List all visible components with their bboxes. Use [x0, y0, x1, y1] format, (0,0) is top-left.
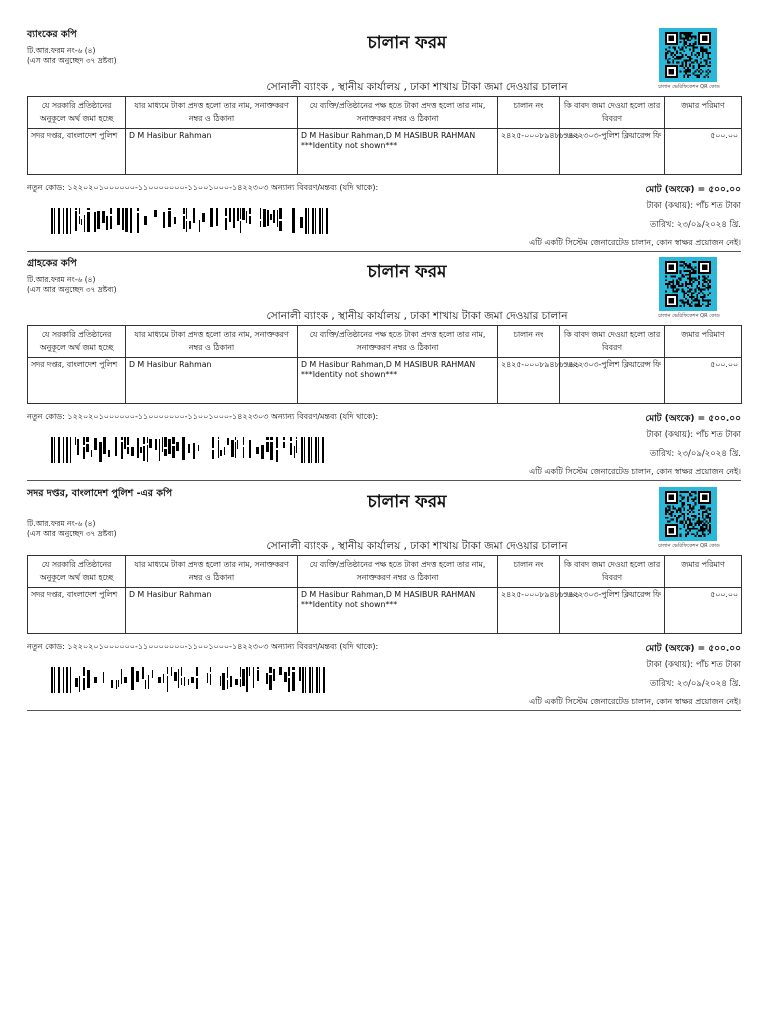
verification-qr-code — [659, 257, 717, 311]
on-behalf-identity: ***Identity not shown*** — [301, 370, 398, 379]
copy-label: গ্রাহকের কপি — [27, 258, 77, 269]
new-code-line: নতুন কোড: ১২২০২০১০০০০০০-১১০০০০০০০-১১০০১০০০-১৪২২৩০৩ অন্যান্য বিবরণ/মন্তব্য (যদি থাকে): — [27, 412, 379, 421]
amount-in-words: টাকা (কথায়): পাঁচ শত টাকা — [646, 430, 741, 440]
challan-table — [27, 96, 742, 175]
total-amount: মোট (অংকে) = ৫০০.০০ — [645, 185, 741, 195]
system-generated-note: এটি একটি সিস্টেম জেনারেটেড চালান, কোন স্বাক্ষর প্রয়োজন নেই। — [529, 238, 741, 247]
qr-caption: চালান ভেরিফিকেশন QR কোড — [658, 84, 720, 90]
cell-payer: D M Hasibur Rahman — [126, 588, 298, 634]
form-reference — [27, 519, 117, 539]
header-payer: যার মাধ্যমে টাকা প্রদত্ত হলো তার নাম, সনাক্তকরণ নম্বর ও ঠিকানা — [126, 326, 298, 358]
total-amount: মোট (অংকে) = ৫০০.০০ — [645, 644, 741, 654]
copy-label: ব্যাংকের কপি — [27, 29, 77, 40]
section-divider — [27, 710, 741, 711]
header-on-behalf: যে ব্যক্তি/প্রতিষ্ঠানের পক্ষ হতে টাকা প্রদত্ত হলো তার নাম, সনাক্তকরণ নম্বর ও ঠিকানা — [298, 326, 498, 358]
cell-on-behalf — [298, 588, 498, 634]
header-purpose: কি বাবদ জমা দেওয়া হলো তার বিবরণ — [560, 326, 665, 358]
table-row — [28, 358, 742, 404]
on-behalf-name: D M Hasibur Rahman,D M HASIBUR RAHMAN — [301, 131, 476, 140]
challan-date: তারিখ: ২৩/০৯/২০২৪ খ্রি. — [649, 449, 741, 459]
challan-subtitle: সোনালী ব্যাংক , স্থানীয় কার্যালয় , ঢাকা শাখায় টাকা জমা দেওয়ার চালান — [266, 540, 568, 552]
form-title: চালান ফরম — [367, 33, 447, 53]
barcode — [51, 667, 335, 693]
cell-payer: D M Hasibur Rahman — [126, 129, 298, 175]
amount-in-words: টাকা (কথায়): পাঁচ শত টাকা — [646, 660, 741, 670]
system-generated-note: এটি একটি সিস্টেম জেনারেটেড চালান, কোন স্বাক্ষর প্রয়োজন নেই। — [529, 467, 741, 476]
header-amount: জমার পরিমাণ — [665, 326, 742, 358]
header-amount: জমার পরিমাণ — [665, 556, 742, 588]
table-header-row — [28, 97, 742, 129]
header-institution: যে সরকারি প্রতিষ্ঠানের অনুকূলে অর্থ জমা হচ্ছে — [28, 556, 126, 588]
cell-institution: সদর দপ্তর, বাংলাদেশ পুলিশ — [28, 358, 126, 404]
section-divider — [27, 251, 741, 252]
cell-on-behalf — [298, 358, 498, 404]
cell-institution: সদর দপ্তর, বাংলাদেশ পুলিশ — [28, 588, 126, 634]
cell-institution: সদর দপ্তর, বাংলাদেশ পুলিশ — [28, 129, 126, 175]
header-payer: যার মাধ্যমে টাকা প্রদত্ত হলো তার নাম, সনাক্তকরণ নম্বর ও ঠিকানা — [126, 97, 298, 129]
form-number: টি.আর.ফরম নং-৬ (৪) — [27, 275, 96, 284]
cell-purpose: ১৪২২৩০৩-পুলিশ ক্লিয়ারেন্স ফি — [560, 358, 665, 404]
header-challan-no: চালান নং — [498, 556, 560, 588]
form-reference — [27, 46, 117, 66]
on-behalf-identity: ***Identity not shown*** — [301, 600, 398, 609]
cell-amount: ৫০০.০০ — [665, 129, 742, 175]
barcode — [51, 437, 335, 463]
challan-subtitle: সোনালী ব্যাংক , স্থানীয় কার্যালয় , ঢাকা শাখায় টাকা জমা দেওয়ার চালান — [266, 81, 568, 93]
rule-reference: (এস আর অনুচ্ছেদ ৩৭ দ্রষ্টব্য) — [27, 529, 117, 538]
header-payer: যার মাধ্যমে টাকা প্রদত্ত হলো তার নাম, সনাক্তকরণ নম্বর ও ঠিকানা — [126, 556, 298, 588]
form-number: টি.আর.ফরম নং-৬ (৪) — [27, 519, 96, 528]
verification-qr-code — [659, 487, 717, 541]
form-number: টি.আর.ফরম নং-৬ (৪) — [27, 46, 96, 55]
qr-caption: চালান ভেরিফিকেশন QR কোড — [658, 313, 720, 319]
rule-reference: (এস আর অনুচ্ছেদ ৩৭ দ্রষ্টব্য) — [27, 56, 117, 65]
challan-date: তারিখ: ২৩/০৯/২০২৪ খ্রি. — [649, 679, 741, 689]
header-purpose: কি বাবদ জমা দেওয়া হলো তার বিবরণ — [560, 556, 665, 588]
on-behalf-identity: ***Identity not shown*** — [301, 141, 398, 150]
cell-amount: ৫০০.০০ — [665, 588, 742, 634]
amount-in-words: টাকা (কথায়): পাঁচ শত টাকা — [646, 201, 741, 211]
copy-label: সদর দপ্তর, বাংলাদেশ পুলিশ -এর কপি — [27, 488, 173, 499]
rule-reference: (এস আর অনুচ্ছেদ ৩৭ দ্রষ্টব্য) — [27, 285, 117, 294]
form-title: চালান ফরম — [367, 262, 447, 282]
challan-date: তারিখ: ২৩/০৯/২০২৪ খ্রি. — [649, 220, 741, 230]
challan-subtitle: সোনালী ব্যাংক , স্থানীয় কার্যালয় , ঢাকা শাখায় টাকা জমা দেওয়ার চালান — [266, 310, 568, 322]
table-row — [28, 588, 742, 634]
header-challan-no: চালান নং — [498, 326, 560, 358]
challan-table — [27, 555, 742, 634]
header-purpose: কি বাবদ জমা দেওয়া হলো তার বিবরণ — [560, 97, 665, 129]
header-on-behalf: যে ব্যক্তি/প্রতিষ্ঠানের পক্ষ হতে টাকা প্রদত্ত হলো তার নাম, সনাক্তকরণ নম্বর ও ঠিকানা — [298, 556, 498, 588]
barcode — [51, 208, 335, 234]
cell-purpose: ১৪২২৩০৩-পুলিশ ক্লিয়ারেন্স ফি — [560, 588, 665, 634]
form-reference — [27, 275, 117, 295]
cell-challan-no: ২৪২৫-০০০৮৯৪৮৮৭৬১ — [498, 358, 560, 404]
header-amount: জমার পরিমাণ — [665, 97, 742, 129]
total-amount: মোট (অংকে) = ৫০০.০০ — [645, 414, 741, 424]
on-behalf-name: D M Hasibur Rahman,D M HASIBUR RAHMAN — [301, 590, 476, 599]
header-institution: যে সরকারি প্রতিষ্ঠানের অনুকূলে অর্থ জমা হচ্ছে — [28, 326, 126, 358]
form-title: চালান ফরম — [367, 492, 447, 512]
cell-challan-no: ২৪২৫-০০০৮৯৪৮৮৭৬১ — [498, 129, 560, 175]
on-behalf-name: D M Hasibur Rahman,D M HASIBUR RAHMAN — [301, 360, 476, 369]
cell-purpose: ১৪২২৩০৩-পুলিশ ক্লিয়ারেন্স ফি — [560, 129, 665, 175]
cell-payer: D M Hasibur Rahman — [126, 358, 298, 404]
cell-amount: ৫০০.০০ — [665, 358, 742, 404]
cell-on-behalf — [298, 129, 498, 175]
new-code-line: নতুন কোড: ১২২০২০১০০০০০০-১১০০০০০০০-১১০০১০০০-১৪২২৩০৩ অন্যান্য বিবরণ/মন্তব্য (যদি থাকে): — [27, 642, 379, 651]
header-on-behalf: যে ব্যক্তি/প্রতিষ্ঠানের পক্ষ হতে টাকা প্রদত্ত হলো তার নাম, সনাক্তকরণ নম্বর ও ঠিকানা — [298, 97, 498, 129]
challan-table — [27, 325, 742, 404]
system-generated-note: এটি একটি সিস্টেম জেনারেটেড চালান, কোন স্বাক্ষর প্রয়োজন নেই। — [529, 697, 741, 706]
cell-challan-no: ২৪২৫-০০০৮৯৪৮৮৭৬১ — [498, 588, 560, 634]
header-challan-no: চালান নং — [498, 97, 560, 129]
new-code-line: নতুন কোড: ১২২০২০১০০০০০০-১১০০০০০০০-১১০০১০০০-১৪২২৩০৩ অন্যান্য বিবরণ/মন্তব্য (যদি থাকে): — [27, 183, 379, 192]
header-institution: যে সরকারি প্রতিষ্ঠানের অনুকূলে অর্থ জমা হচ্ছে — [28, 97, 126, 129]
table-row — [28, 129, 742, 175]
verification-qr-code — [659, 28, 717, 82]
section-divider — [27, 480, 741, 481]
qr-caption: চালান ভেরিফিকেশন QR কোড — [658, 543, 720, 549]
table-header-row — [28, 326, 742, 358]
table-header-row — [28, 556, 742, 588]
